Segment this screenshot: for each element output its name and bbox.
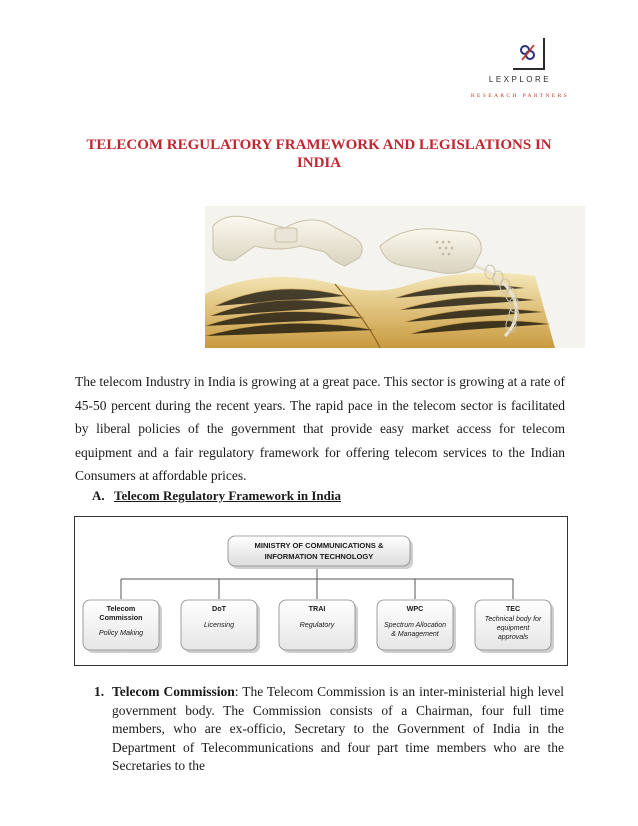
org-chart <box>74 516 568 666</box>
org-node-trai <box>279 600 358 653</box>
company-logo <box>440 30 600 110</box>
list-item <box>94 683 564 776</box>
hero-image <box>205 206 585 348</box>
logo-mark <box>513 38 545 70</box>
node-title: WPC <box>406 604 424 613</box>
root-line2: INFORMATION TECHNOLOGY <box>264 552 374 561</box>
node-role: Policy Making <box>98 628 144 637</box>
org-node-dot <box>181 600 260 653</box>
section-title: Telecom Regulatory Framework in India <box>114 488 341 503</box>
logo-tagline: RESEARCH PARTNERS <box>470 93 570 99</box>
org-node-wpc <box>377 600 456 653</box>
logo-name: LEXPLORE <box>488 75 552 84</box>
org-node-tec <box>475 600 554 653</box>
node-title-line2: Commission <box>99 613 143 622</box>
intro-paragraph: The telecom Industry in India is growing at a great pace. This sector is growing at a rate of 45-50 percent during the recent years. The rapid pace in the telecom sector is facilitated by liberal policies of the government that provide easy market access for telecom equipment and a fair regulatory framework for offering telecom services to the Indian Consumers at affordable prices. <box>75 374 565 483</box>
root-line1: MINISTRY OF COMMUNICATIONS & <box>254 541 384 550</box>
org-node-telecom-commission <box>83 600 162 653</box>
node-role-line2: equipment <box>496 625 530 632</box>
node-role: Technical body for <box>484 616 542 623</box>
document-title: TELECOM REGULATORY FRAMEWORK AND LEGISLATIONS IN INDIA <box>86 137 552 171</box>
list-item-lead: Telecom Commission <box>112 684 235 699</box>
node-title: Telecom <box>106 604 136 613</box>
org-chart-connectors <box>121 565 513 599</box>
logo-symbol-icon <box>513 38 543 68</box>
telephone-book-illustration <box>205 206 585 348</box>
node-role-line2: & Management <box>391 631 439 638</box>
node-role-line3: approvals <box>497 634 529 641</box>
list-item-text: : The Telecom Commission is an inter-ministerial high level government body. The Commission consists of a Chairman, four full time members, who are ex-officio, Secretary to the Government of India in the Department of Telecommunications and four part time members who are the Secretaries to the <box>112 684 564 773</box>
node-role: Licensing <box>203 620 235 629</box>
list-number: 1. <box>94 684 105 699</box>
node-role: Spectrum Allocation <box>384 622 446 629</box>
section-heading <box>92 488 341 504</box>
section-label: A. <box>92 488 105 503</box>
node-title: TRAI <box>308 604 326 613</box>
org-node-root <box>228 536 413 569</box>
node-title: DoT <box>212 604 226 613</box>
list-item-body <box>112 683 564 776</box>
node-title: TEC <box>505 604 521 613</box>
node-role: Regulatory <box>299 620 335 629</box>
